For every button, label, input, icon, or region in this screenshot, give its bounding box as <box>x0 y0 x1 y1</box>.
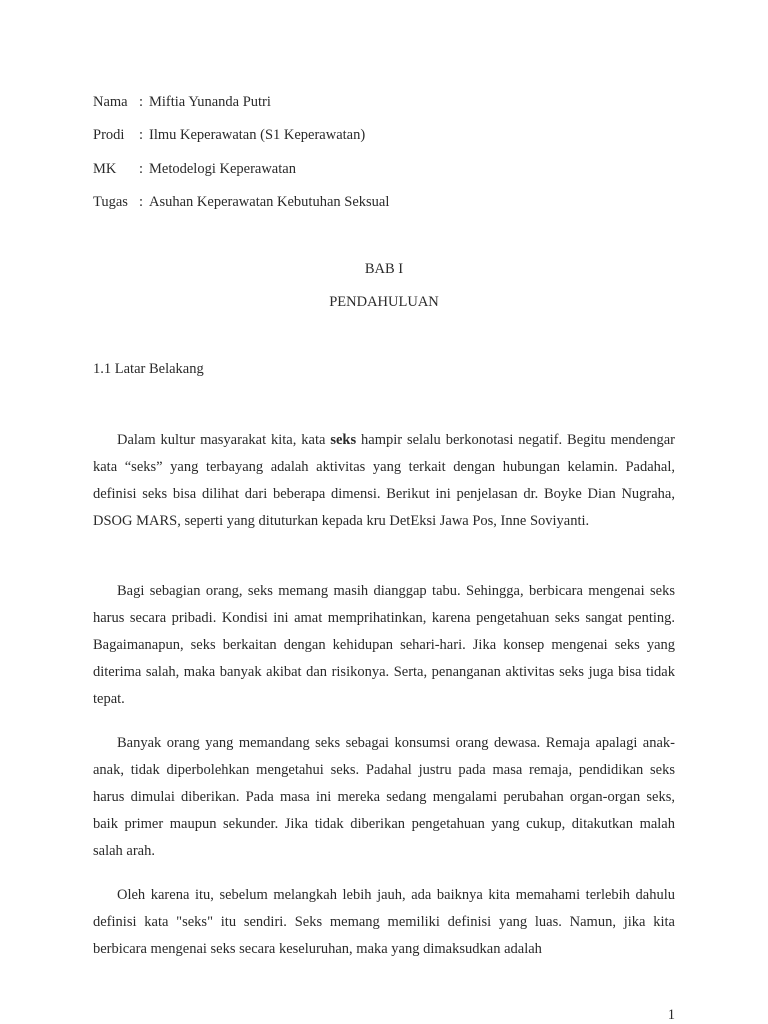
field-label: Tugas <box>93 194 128 210</box>
paragraph-1-text-end: hampir selalu berkonotasi negatif. Begitu mendengar kata “seks” yang terbayang adalah aktivitas yang terkait dengan hubungan kelamin. Padahal, definisi seks bisa dilihat dari beberapa dimensi. Berikut ini penjelasan dr. Boyke Dian Nugraha, DSOG MARS, seperti yang dituturkan kepada kru DetEksi Jawa Pos, Inne Soviyanti. <box>93 432 675 529</box>
field-separator: : <box>139 94 144 110</box>
paragraph-2: Bagi sebagian orang, seks memang masih dianggap tabu. Sehingga, berbicara mengenai seks harus secara pribadi. Kondisi ini amat memprihatinkan, karena pengetahuan seks sangat penting. Bagaimanapun, seks berkaitan dengan kehidupan sehari-hari. Jika konsep mengenai seks yang diterima salah, maka banyak akibat dan risikonya. Serta, penanganan aktivitas seks juga bisa tidak tepat. <box>93 583 675 707</box>
field-separator: : <box>139 127 144 143</box>
field-label: Nama <box>93 94 128 110</box>
field-label: MK <box>93 161 117 177</box>
field-value: Miftia Yunanda Putri <box>149 94 271 110</box>
field-separator: : <box>139 161 144 177</box>
field-separator: : <box>139 194 144 210</box>
field-label: Prodi <box>93 127 125 143</box>
bold-term-seks: seks <box>330 432 357 448</box>
field-value: Ilmu Keperawatan (S1 Keperawatan) <box>149 127 366 143</box>
header-field-mk <box>93 159 296 179</box>
header-field-tugas <box>93 192 389 212</box>
chapter-number: BAB I <box>364 261 404 277</box>
chapter-title: PENDAHULUAN <box>329 294 439 310</box>
paragraph-4: Oleh karena itu, sebelum melangkah lebih jauh, ada baiknya kita memahami terlebih dahulu definisi kata "seks" itu sendiri. Seks memang memiliki definisi yang luas. Namun, jika kita berbicara mengenai seks secara keseluruhan, maka yang dimaksudkan adalah <box>93 887 675 957</box>
section-heading: 1.1 Latar Belakang <box>93 361 204 377</box>
header-field-nama <box>93 92 271 112</box>
page-number: 1 <box>667 1007 675 1023</box>
paragraph-1-text-start: Dalam kultur masyarakat kita, kata <box>117 432 331 448</box>
paragraph-1 <box>93 427 675 535</box>
header-field-prodi <box>93 125 365 145</box>
paragraph-3: Banyak orang yang memandang seks sebagai konsumsi orang dewasa. Remaja apalagi anak-anak, tidak diperbolehkan mengetahui seks. Padahal justru pada masa remaja, pendidikan seks harus dimulai diberikan. Pada masa ini mereka sedang mengalami perubahan organ-organ seks, baik primer maupun sekunder. Jika tidak diberikan pengetahuan yang cukup, ditakutkan malah salah arah. <box>93 735 675 859</box>
field-value: Asuhan Keperawatan Kebutuhan Seksual <box>149 194 390 210</box>
field-value: Metodelogi Keperawatan <box>149 161 296 177</box>
